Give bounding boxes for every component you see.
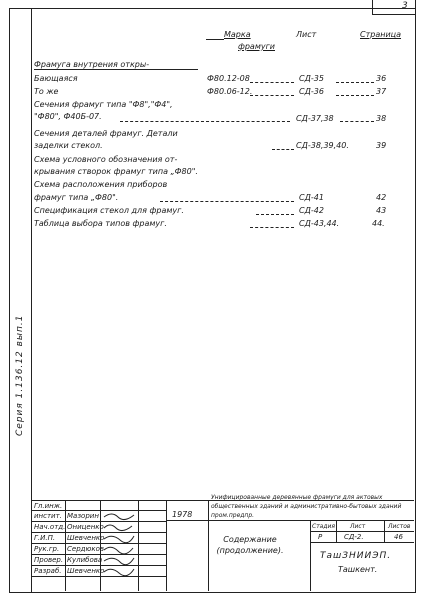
val-stage: Р (318, 533, 323, 541)
stamp-name: Сердюков (67, 545, 105, 553)
entry-sheet: СД-43,44. (299, 219, 340, 228)
entry-page: 42 (376, 193, 387, 202)
entry-title: Сечения фрамуг типа "Ф8","Ф4", (34, 100, 173, 109)
stamp-name: Шевченко (67, 567, 105, 575)
header-mark: Марка (224, 30, 251, 39)
stamp-row-line (310, 542, 414, 543)
doc-title: Содержание (продолжение). (216, 535, 284, 555)
title-underline (34, 69, 198, 70)
entry-title: Бающаяся (34, 74, 78, 83)
stamp-col-line (65, 500, 66, 591)
stamp-row-line (31, 576, 166, 577)
entry-sheet: СД-41 (299, 193, 324, 202)
dots (336, 82, 374, 83)
dots (120, 121, 290, 122)
stamp-mid-line (166, 520, 414, 521)
dots (250, 227, 294, 228)
entry-title: заделки стекол. (34, 141, 103, 150)
stamp-row-line (31, 521, 166, 522)
entry-title: Спецификация стекол для фрамуг. (34, 206, 184, 215)
entry-sheet: СД-42 (299, 206, 324, 215)
stamp-row-line (31, 565, 166, 566)
dots (272, 149, 294, 150)
entry-page: 39 (376, 141, 387, 150)
stamp-role: Разраб. (34, 567, 62, 575)
entry-mark: Ф80.06-12. (207, 87, 253, 96)
entry-sheet: СД-38,39,40. (296, 141, 349, 150)
stamp-name: Ониценко (67, 523, 104, 531)
entry-page: 38 (376, 114, 387, 123)
stamp-row-line (31, 554, 166, 555)
stamp-name: Кулибова (67, 556, 103, 564)
entry-title: Схема условного обозначения от- (34, 155, 178, 164)
stamp-name: Шевченко (67, 534, 105, 542)
val-sheets: 46 (394, 533, 403, 541)
project-title: Унифицированные деревянные фрамуги для актовых общественных зданий и административно-бытовых зданий пром.предпр. (211, 494, 402, 519)
val-sheet: СД-2. (344, 533, 364, 541)
entry-title: "Ф80", Ф40Б-07. (34, 112, 102, 121)
header-dash (206, 39, 224, 40)
stamp-role: Провер. (34, 556, 64, 564)
entry-title: Фрамуга внутрения откры- (34, 60, 150, 69)
stamp-name: Мазорин (67, 512, 99, 520)
signature-scribble (102, 510, 136, 576)
stamp-role: инстит. (34, 512, 62, 520)
entry-page: 44. (372, 219, 385, 228)
entry-title: крывания створок фрамуг типа „Ф80". (34, 167, 198, 176)
stamp-row-line (31, 543, 166, 544)
dots (340, 121, 374, 122)
stamp-role: Нач.отд. (34, 523, 66, 531)
stamp-role: Г.И.П. (34, 534, 56, 542)
stamp-role: Рук.гр. (34, 545, 60, 553)
stamp-row-line (31, 532, 166, 533)
dots (250, 95, 294, 96)
entry-mark: Ф80.12-08 (207, 74, 250, 83)
entry-title: фрамуг типа „Ф80". (34, 193, 119, 202)
col-sheet: Лист (350, 523, 366, 530)
stamp-year: 1978 (172, 510, 193, 519)
dots (336, 95, 374, 96)
entry-page: 43 (376, 206, 387, 215)
stamp-col-line (166, 500, 167, 591)
sheet-number: 3 (402, 1, 408, 11)
entry-title: Сечения деталей фрамуг. Детали (34, 129, 178, 138)
dots (250, 82, 294, 83)
dots (256, 214, 294, 215)
city: Ташкент. (338, 565, 378, 574)
dots (160, 201, 294, 202)
entry-title: То же (34, 87, 59, 96)
col-stage: Стадия (312, 523, 336, 530)
col-sheets: Листов (388, 523, 411, 530)
entry-sheet: СД-37,38 (296, 114, 334, 123)
sheet-number-box (372, 0, 416, 15)
stamp-col-line (138, 500, 139, 591)
entry-sheet: СД-35 (299, 74, 324, 83)
stamp-row-line (31, 510, 166, 511)
header-sheet: Лист (296, 30, 317, 39)
entry-sheet: СД-36 (299, 87, 324, 96)
header-page: Страница (360, 30, 402, 39)
entry-title: Таблица выбора типов фрамуг. (34, 219, 167, 228)
header-mark-line2: фрамуги (238, 42, 275, 51)
stamp-row-line (310, 531, 414, 532)
series-label: Серия 1.136.12 вып.1 (15, 314, 25, 436)
entry-title: Схема расположения приборов (34, 180, 168, 189)
entry-page: 37 (376, 87, 387, 96)
entry-page: 36 (376, 74, 387, 83)
organization: ТашЗНИИЭП. (320, 551, 392, 561)
stamp-role: Гл.инж. (34, 502, 63, 510)
